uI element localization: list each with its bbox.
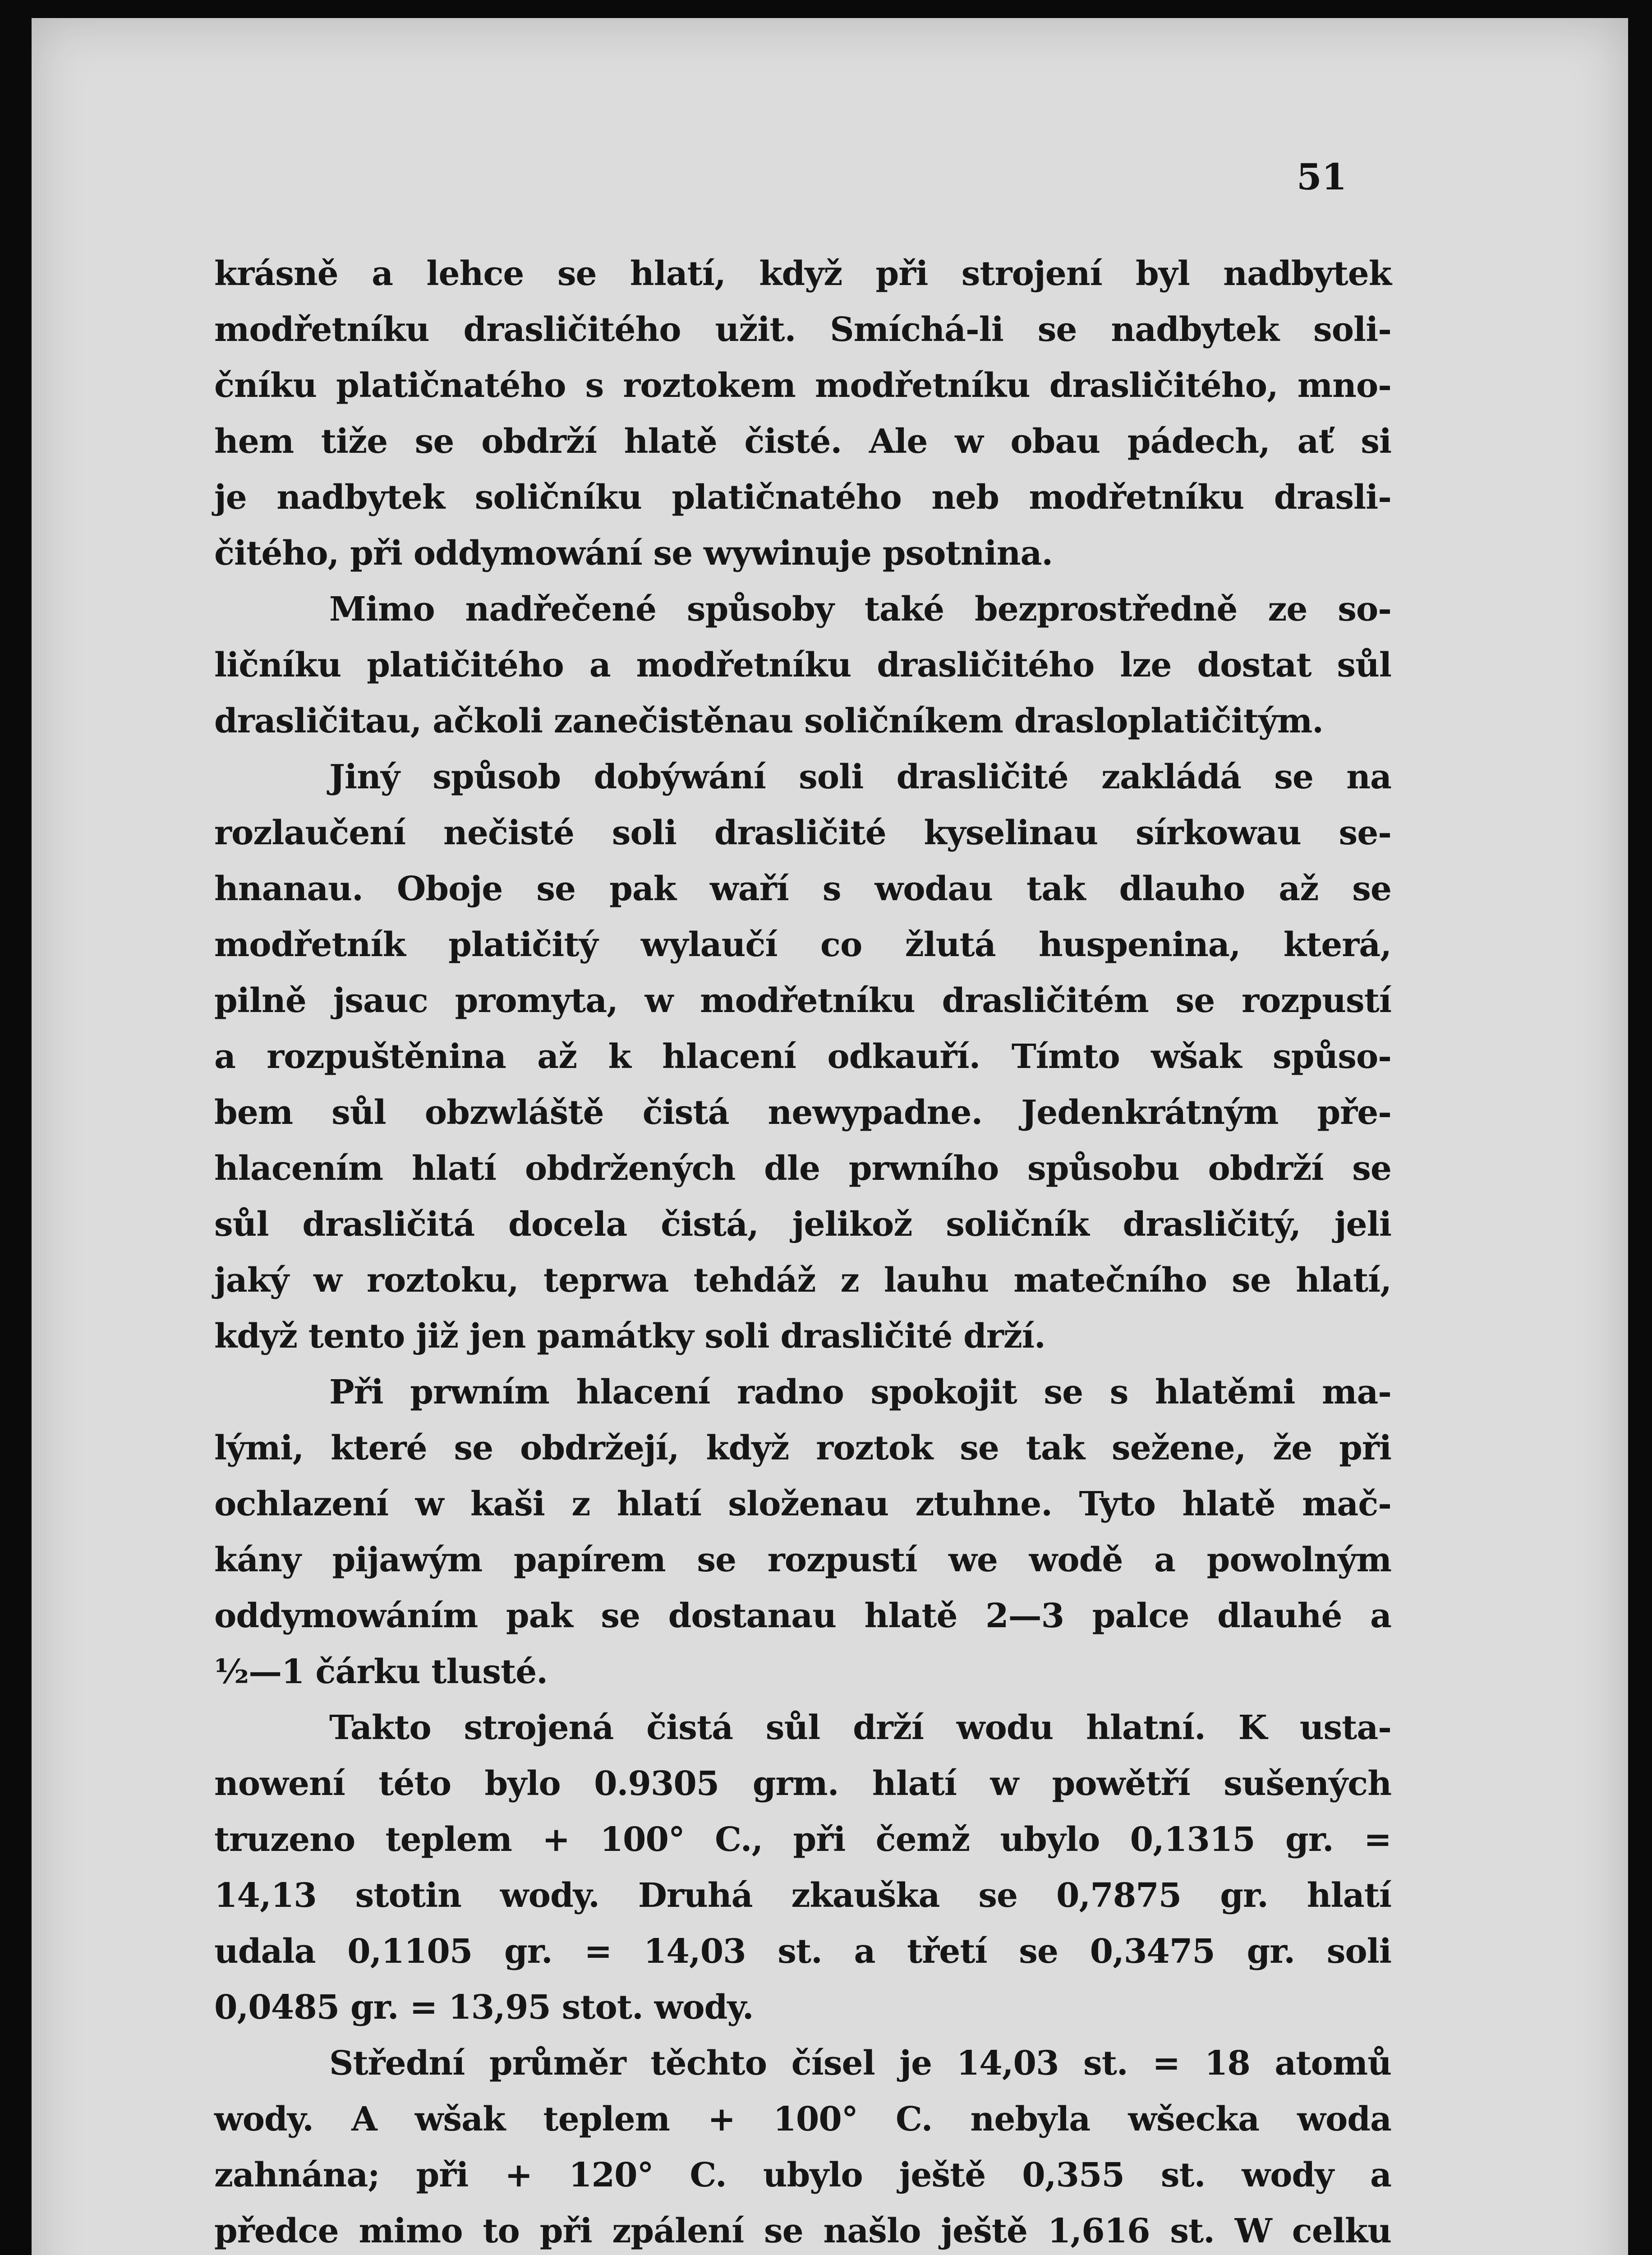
text-line: hem tiže se obdrží hlatě čisté. Ale w obau pádech, ať si [214, 422, 1391, 461]
text-line: bem sůl obzwláště čistá newypadne. Jedenkrátným pře- [214, 1093, 1391, 1132]
text-line: nowení této bylo 0.9305 grm. hlatí w powětří sušených [214, 1764, 1391, 1803]
text-line: drasličitau, ačkoli zanečistěnau soličníkem drasloplatičitým. [214, 702, 1324, 741]
text-line: hlacením hlatí obdržených dle prwního spůsobu obdrží se [214, 1149, 1391, 1188]
text-line: 0,0485 gr. = 13,95 stot. wody. [214, 1988, 754, 2027]
text-line: když tento již jen památky soli drasličité drží. [214, 1317, 1045, 1356]
text-line: Při prwním hlacení radno spokojit se s hlatěmi ma- [329, 1373, 1391, 1412]
text-line: oddymowáním pak se dostanau hlatě 2—3 palce dlauhé a [214, 1597, 1391, 1635]
text-line: jaký w roztoku, teprwa tehdáž z lauhu matečního se hlatí, [214, 1261, 1391, 1300]
book-page [32, 18, 1628, 2255]
text-line: krásně a lehce se hlatí, když při strojení byl nadbytek [214, 254, 1391, 293]
text-line: rozlaučení nečisté soli drasličité kyselinau sírkowau se- [214, 814, 1391, 852]
text-line: Střední průměr těchto čísel je 14,03 st. = 18 atomů [329, 2044, 1391, 2083]
text-line: ochlazení w kaši z hlatí složenau ztuhne. Tyto hlatě mač- [214, 1485, 1391, 1523]
text-line: Takto strojená čistá sůl drží wodu hlatní. K usta- [329, 1708, 1391, 1747]
text-line: hnanau. Oboje se pak waří s wodau tak dlauho až se [214, 870, 1391, 908]
text-line: a rozpuštěnina až k hlacení odkauří. Tímto wšak spůso- [214, 1037, 1391, 1076]
text-line: udala 0,1105 gr. = 14,03 st. a třetí se 0,3475 gr. soli [214, 1932, 1391, 1971]
text-line: ½—1 čárku tlusté. [214, 1652, 548, 1691]
text-line: sůl drasličitá docela čistá, jelikož soličník drasličitý, jeli [214, 1205, 1391, 1244]
text-line: lými, které se obdržejí, když roztok se tak sežene, že při [214, 1429, 1391, 1468]
text-line: je nadbytek soličníku platičnatého neb modřetníku drasli- [214, 478, 1391, 517]
text-line: modřetníku drasličitého užit. Smíchá-li se nadbytek soli- [214, 310, 1391, 349]
text-line: Mimo nadřečené spůsoby také bezprostředně ze so- [329, 590, 1391, 629]
text-line: modřetník platičitý wylaučí co žlutá huspenina, která, [214, 925, 1391, 964]
body-text [214, 246, 1391, 2255]
text-line: Jiný spůsob dobýwání soli drasličité zakládá se na [329, 758, 1391, 796]
text-line: 14,13 stotin wody. Druhá zkauška se 0,7875 gr. hlatí [214, 1876, 1391, 1915]
text-line: wody. A wšak teplem + 100° C. nebyla wšecka woda [214, 2100, 1391, 2139]
text-line: ličníku platičitého a modřetníku drasličitého lze dostat sůl [214, 646, 1391, 685]
text-line: truzeno teplem + 100° C., při čemž ubylo 0,1315 gr. = [214, 1820, 1391, 1859]
text-line: čníku platičnatého s roztokem modřetníku drasličitého, mno- [214, 366, 1391, 405]
text-line: kány pijawým papírem se rozpustí we wodě a powolným [214, 1541, 1391, 1579]
page-number: 51 [1297, 156, 1347, 198]
text-line: čitého, při oddymowání se wywinuje psotnina. [214, 534, 1053, 573]
text-line: zahnána; při + 120° C. ubylo ještě 0,355 st. wody a [214, 2156, 1391, 2195]
text-line: pilně jsauc promyta, w modřetníku drasličitém se rozpustí [214, 981, 1391, 1020]
text-line: předce mimo to při zpálení se našlo ještě 1,616 st. W celku [214, 2212, 1391, 2250]
